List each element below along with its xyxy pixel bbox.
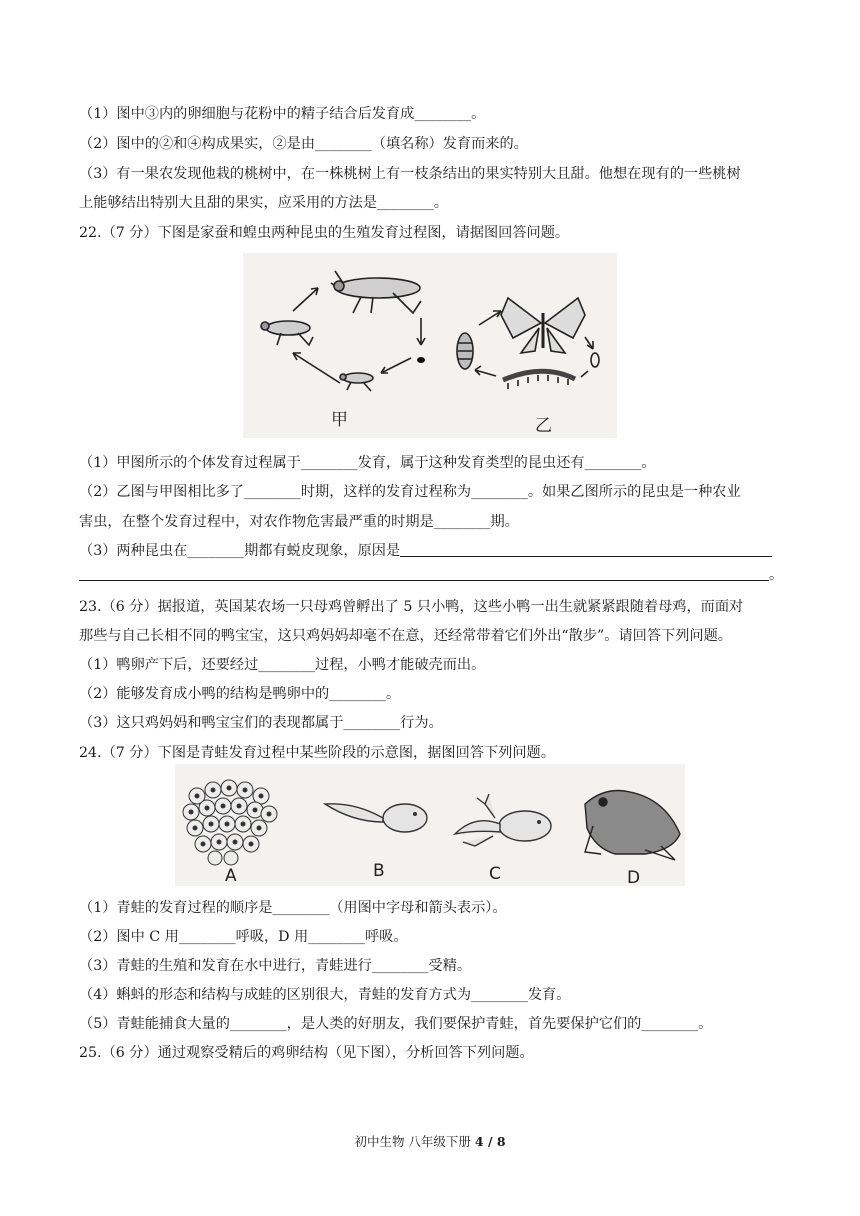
frog-label-a: A	[225, 866, 237, 886]
q25-stem: 25.（6 分）通过观察受精后的鸡卵结构（见下图），分析回答下列问题。	[79, 1045, 534, 1061]
q23-stem-line2: 那些与自己长相不同的鸭宝宝，这只鸡妈妈却毫不在意，还经常带着它们外出“散步”。请回答下列问题。	[79, 628, 732, 644]
page-number: 4 / 8	[474, 1134, 506, 1149]
answer-blank	[400, 542, 772, 557]
q24-stem: 24.（7 分）下图是青蛙发育过程中某些阶段的示意图，据图回答下列问题。	[79, 745, 555, 761]
q23-item2: （2）能够发育成小鸭的结构是鸭卵中的________。	[79, 686, 401, 702]
q23-item3: （3）这只鸡妈妈和鸭宝宝们的表现都属于________行为。	[79, 715, 443, 731]
q24-item4: （4）蝌蚪的形态和结构与成蛙的区别很大，青蛙的发育方式为________发育。	[79, 987, 571, 1003]
q24-item2: （2）图中 C 用________呼吸，D 用________呼吸。	[79, 929, 408, 945]
q22-item3-line1-wrap	[79, 541, 785, 561]
insect-lifecycle-illustration	[243, 253, 617, 438]
q22-item2-line2: 害虫，在整个发育过程中，对农作物危害最严重的时期是________期。	[79, 514, 519, 530]
q21-item3-line2: 上能够结出特别大且甜的果实，应采用的方法是________。	[79, 195, 448, 211]
q21-item3-line1: （3）有一果农发现他栽的桃树中，在一株桃树上有一枝条结出的果实特别大且甜。他想在现有的一些桃树	[79, 166, 741, 182]
q22-item1: （1）甲图所示的个体发育过程属于________发育，属于这种发育类型的昆虫还有________。	[79, 455, 656, 471]
q21-item1: （1）图中③内的卵细胞与花粉中的精子结合后发育成________。	[79, 106, 486, 122]
frog-development-figure	[175, 764, 685, 886]
figure-label-jia: 甲	[331, 410, 348, 430]
answer-blank-long	[79, 566, 769, 581]
frog-development-illustration	[175, 764, 685, 886]
q22-item3-line2-wrap	[79, 565, 785, 585]
footer-text: 初中生物 八年级下册	[354, 1134, 475, 1149]
q22-item3-end: 。	[769, 567, 784, 583]
q22-item3-text: （3）两种昆虫在________期都有蜕皮现象，原因是	[79, 543, 401, 559]
q23-stem-line1: 23.（6 分）据报道，英国某农场一只母鸡曾孵出了 5 只小鸭，这些小鸭一出生就紧紧跟随着母鸡，而面对	[79, 599, 744, 615]
q21-item2: （2）图中的②和④构成果实，②是由________（填名称）发育而来的。	[79, 136, 528, 152]
q24-item5: （5）青蛙能捕食大量的________，是人类的好朋友，我们要保护青蛙，首先要保护它们的________。	[79, 1016, 713, 1032]
page-footer	[0, 1132, 860, 1150]
insect-lifecycle-figure	[243, 253, 617, 438]
q24-item3: （3）青蛙的生殖和发育在水中进行，青蛙进行________受精。	[79, 958, 472, 974]
frog-label-b: B	[373, 861, 385, 881]
q23-item1: （1）鸭卵产下后，还要经过________过程，小鸭才能破壳而出。	[79, 657, 486, 673]
frog-label-d: D	[627, 868, 641, 886]
q22-item2-line1: （2）乙图与甲图相比多了________时期，这样的发育过程称为________。如果乙图所示的昆虫是一种农业	[79, 484, 741, 500]
frog-label-c: C	[489, 864, 501, 884]
q24-item1: （1）青蛙的发育过程的顺序是________（用图中字母和箭头表示）。	[79, 900, 507, 916]
q22-stem: 22.（7 分）下图是家蚕和蝗虫两种昆虫的生殖发育过程图，请据图回答问题。	[79, 225, 570, 241]
figure-label-yi: 乙	[535, 416, 552, 436]
